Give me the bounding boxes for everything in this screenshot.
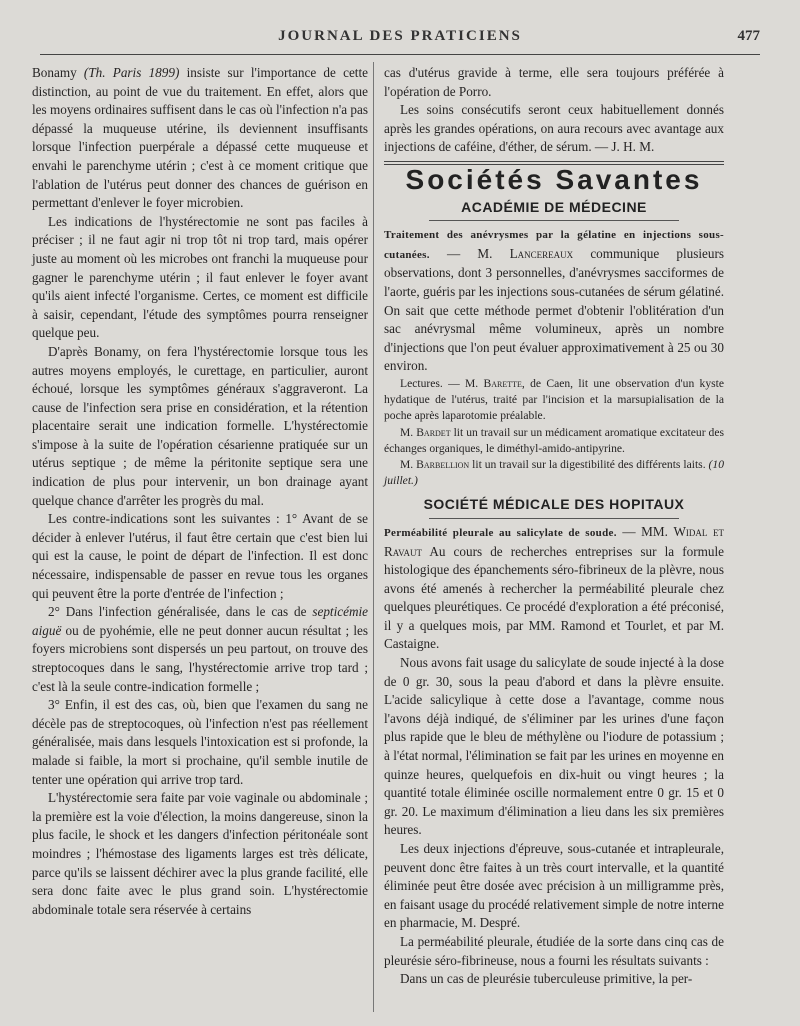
date: (10 juillet.)	[384, 457, 724, 488]
paragraph	[384, 376, 724, 425]
column-divider	[373, 62, 374, 1012]
author-name: Bardet	[416, 425, 451, 439]
text: Bonamy	[32, 65, 84, 80]
author-name: Barette	[483, 376, 522, 390]
paragraph: cas d'utérus gravide à terme, elle sera toujours préférée à l'opération de Porro.	[384, 65, 724, 99]
paragraph	[384, 457, 724, 489]
text: insiste sur l'importance de cette distinction, au point de vue du traitement. En effet, alors que les moyens ordinaires suffisent dans le cas où l'infection n'a pas dépassé la muqueuse utérine, ils deviennent insuffisants lorsque l'infection puerpérale a dépassé cette muqueuse et envahi le parenchyme utérin ; c'est à ce moment critique que l'ablation de l'utérus peut donner des chances de guérison en permettant d'enlever le foyer microbien.	[32, 65, 368, 211]
paragraph	[384, 523, 724, 654]
author-name: Lancereaux	[509, 245, 574, 261]
paragraph: Les soins consécutifs seront ceux habituellement donnés après les grandes opérations, on aura recours avec avantage aux injections de caféine, d'éther, de sérum. — J. H. M.	[384, 102, 724, 155]
text: — MM.	[616, 523, 674, 539]
running-title: JOURNAL DES PRATICIENS	[278, 28, 522, 44]
text: lit un travail sur la digestibilité des différents laits.	[469, 457, 709, 471]
author-name: Widal et Ravaut	[384, 523, 725, 559]
paragraph: Les indications de l'hystérectomie ne sont pas faciles à préciser ; il ne faut agir ni trop tôt ni trop tard, mais opérer juste au moment où les microbes ont franchi la muqueuse pour gagner le parenchyme utérin ; il faut enlever le foyer avant qu'ils aient infecté l'organisme. Certes, ce moment est difficile à saisir, cependant, l'étude des symptômes pourra renseigner quelque peu.	[32, 213, 368, 341]
section-rule	[429, 518, 679, 519]
paragraph: La perméabilité pleurale, étudiée de la sorte dans cinq cas de pleurésie séro-fibrineuse, nous a fourni les résultats suivants :	[384, 933, 724, 968]
text: Lectures. — M.	[400, 376, 484, 390]
header-rule	[40, 54, 760, 55]
section-title-hopitaux: SOCIÉTÉ MÉDICALE DES HOPITAUX	[423, 496, 685, 513]
text: ou de pyohémie, elle ne peut donner aucun résultat ; les foyers microbiens sont dispersés un peu partout, on trouve des streptocoques dans le sang, l'hystérectomie arrive trop tard ; c'est là la seule contre-indication formelle ;	[32, 622, 368, 694]
page-header	[40, 28, 760, 52]
right-column	[384, 64, 724, 989]
item-title: Perméabilité pleurale au salicylate de soude.	[384, 526, 617, 539]
text: 2° Dans l'infection généralisée, dans le cas de	[48, 604, 313, 620]
paragraph: 3° Enfin, il est des cas, où, bien que l'examen du sang ne décèle pas de streptocoques, où l'infection n'est pas réellement généralisée, mais dans lesquels l'intoxication est si profonde, la malade si faible, la mort si prochaine, qu'il semble inutile de tenter une opération qui arrive trop tard.	[32, 697, 368, 787]
paragraph: Nous avons fait usage du salicylate de soude injecté à la dose de 0 gr. 30, sous la peau d'abord et dans la plèvre ensuite. L'acide salicylique à cette dose a l'avantage, comme nous l'avons déjà indiqué, de s'éliminer par les urines d'une façon plus rapide que le bleu de méthylène ou l'iodure de potassium ; à l'état normal, l'élimination se fait par les urines en moyenne en quinze heures, quelquefois en dix-huit ou vingt heures ; la quantité totale éliminée oscille normalement entre 0 gr. 15 et 0 gr. 20. Le maximum d'élimination a lieu dans les six premières heures.	[384, 655, 724, 838]
page-number: 477	[737, 28, 760, 44]
text: , de Caen, lit une observation d'un kyste hydatique de l'utérus, traité par l'incision et la marsupialisation de la poche après laparotomie préalable.	[384, 376, 725, 423]
left-column	[32, 64, 368, 919]
citation: (Th. Paris 1899)	[83, 65, 180, 80]
text: lit un travail sur un médicament aromatique excitateur des échanges organiques, le diméthyl-amido-antipyrine.	[384, 425, 724, 455]
text: M.	[400, 457, 417, 471]
text: M.	[400, 425, 417, 439]
text: communique plusieurs observations, dont 3 personnelles, d'anévrysmes sacciformes de l'aorte, guéris par les injections sous-cutanées de sérum gélatiné. On sait que cette méthode permet d'obtenir l'oblitération d'un sac anévrysmal même volumineux, après un nombre d'injections que l'on peut évaluer approximativement à 25 ou 30 environ.	[384, 245, 725, 374]
banner-rule	[384, 161, 724, 162]
text: Au cours de recherches entreprises sur la formule histologique des épanchements séro-fibrineux de la plèvre, nous avons été amenés à rechercher la perméabilité pleurale chez quelques pleurétiques. Ce procédé d'exploration a été préconisé, il y a quelques mois, par MM. Ramond et Tourlet, et par M. Castaigne.	[384, 543, 724, 652]
section-banner: Sociétés Savantes	[405, 163, 703, 195]
section-rule	[429, 220, 679, 221]
item-title: Traitement des anévrysmes par la gélatine en injections sous-cutanées.	[384, 229, 724, 261]
paragraph	[384, 425, 724, 457]
author-name: Barbellion	[416, 457, 470, 471]
paragraph: Les deux injections d'épreuve, sous-cutanée et intrapleurale, peuvent donc être faites à un très court intervalle, et la quantité éliminée peut être dosée avec précision à un milligramme près, en faisant usage du procédé relativement simple de notre interne en pharmacie, M. Despré.	[384, 841, 724, 931]
section-title-academie: ACADÉMIE DE MÉDECINE	[461, 198, 647, 215]
emphasis: septicémie aiguë	[32, 604, 368, 638]
paragraph	[384, 225, 724, 376]
paragraph: Les contre-indications sont les suivantes : 1° Avant de se décider à enlever l'utérus, il faut être certain que c'est bien lui qui est la cause, le point de départ de l'infection. Il est donc nécessaire, indispensable de passer en revue tous les organes qui peuvent être la porte d'entrée de l'infection ;	[32, 511, 368, 601]
paragraph: Dans un cas de pleurésie tuberculeuse primitive, la per-	[400, 971, 693, 987]
text: — M.	[429, 245, 510, 261]
paragraph: L'hystérectomie sera faite par voie vaginale ou abdominale ; la première est la voie d'élection, la moins dangereuse, sinon la plus facile, le shock et les dangers d'infection péritonéale sont moindres ; l'hémostase des ligaments larges est très délicate, parce qu'ils se laissent déchirer avec la plus grande facilité, elle sera donc faite avec le plus grand soin. L'hystérectomie abdominale totale sera réservée à certains	[32, 790, 368, 917]
paragraph	[32, 64, 368, 213]
paragraph	[32, 603, 368, 696]
paragraph: D'après Bonamy, on fera l'hystérectomie lorsque tous les autres moyens employés, le curettage, en particulier, auront échoué, lorsque les symptômes généraux s'aggraveront. La cause de l'infection sera prise en considération, et la rétention placentaire serait une indication formelle. L'hystérectomie s'impose à la suite de l'opération césarienne pratiquée sur un utérus septique ; de même la péritonite septique sera une indication de plus pour intervenir, un bon drainage ayant quelque chance d'arrêter les progrès du mal.	[32, 343, 368, 508]
